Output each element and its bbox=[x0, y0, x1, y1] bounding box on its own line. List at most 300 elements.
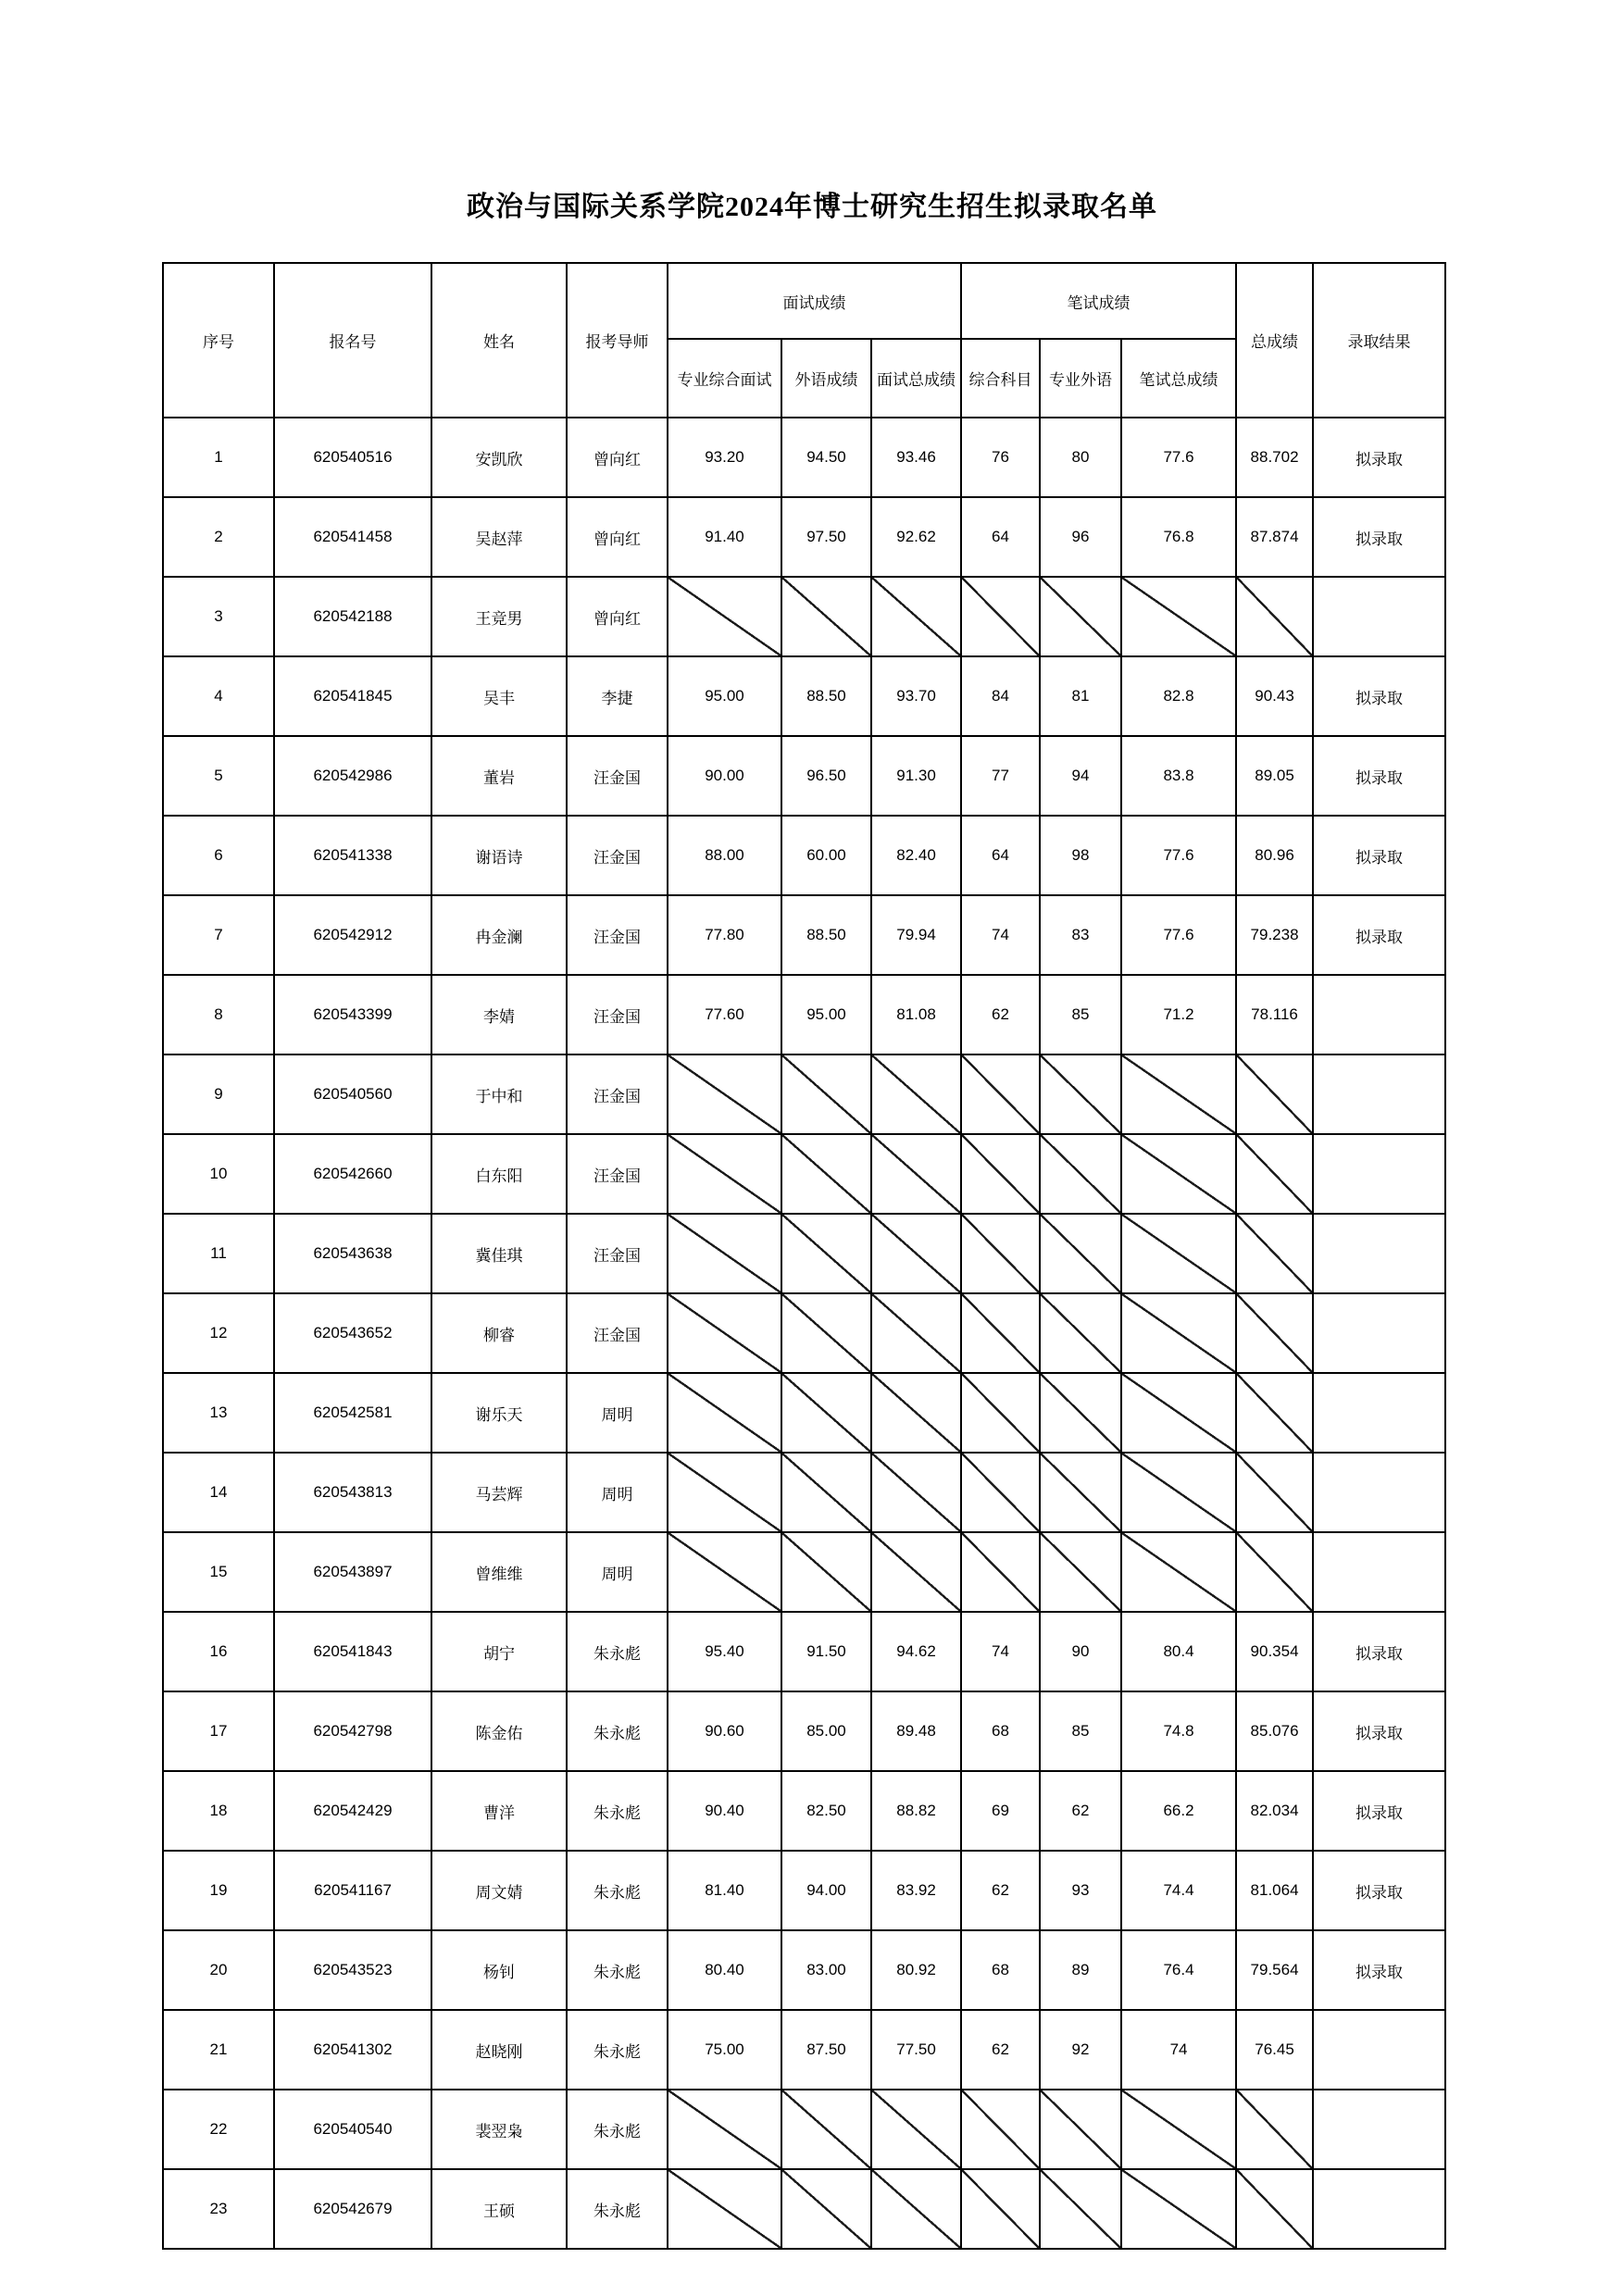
cell-interview-lang bbox=[781, 1134, 871, 1214]
cell-written-comp bbox=[961, 1373, 1040, 1453]
cell-name: 胡宁 bbox=[431, 1612, 567, 1691]
cell-result: 拟录取 bbox=[1313, 497, 1445, 577]
cell-no: 22 bbox=[163, 2090, 274, 2169]
cell-written-comp bbox=[961, 1134, 1040, 1214]
table-row bbox=[163, 497, 1445, 577]
cell-advisor: 曾向红 bbox=[567, 418, 668, 497]
cell-written-comp bbox=[961, 577, 1040, 656]
cell-name: 柳睿 bbox=[431, 1293, 567, 1373]
header-total: 总成绩 bbox=[1236, 263, 1313, 418]
cell-total bbox=[1236, 2169, 1313, 2249]
cell-total: 90.354 bbox=[1236, 1612, 1313, 1691]
cell-app-id: 620542679 bbox=[274, 2169, 431, 2249]
cell-written-lang bbox=[1040, 1293, 1121, 1373]
cell-interview-lang: 91.50 bbox=[781, 1612, 871, 1691]
cell-app-id: 620543523 bbox=[274, 1930, 431, 2010]
cell-written-total bbox=[1121, 1373, 1236, 1453]
cell-interview-total: 94.62 bbox=[871, 1612, 961, 1691]
header-written-total: 笔试总成绩 bbox=[1121, 339, 1236, 418]
cell-name: 吴赵萍 bbox=[431, 497, 567, 577]
cell-interview-lang: 85.00 bbox=[781, 1691, 871, 1771]
page-title: 政治与国际关系学院2024年博士研究生招生拟录取名单 bbox=[467, 192, 1157, 222]
cell-written-lang: 80 bbox=[1040, 418, 1121, 497]
table-row bbox=[163, 2169, 1445, 2249]
cell-interview-total: 80.92 bbox=[871, 1930, 961, 2010]
cell-written-comp: 68 bbox=[961, 1691, 1040, 1771]
cell-written-total bbox=[1121, 1054, 1236, 1134]
cell-written-comp: 76 bbox=[961, 418, 1040, 497]
cell-result: 拟录取 bbox=[1313, 1691, 1445, 1771]
cell-interview-lang: 97.50 bbox=[781, 497, 871, 577]
cell-no: 8 bbox=[163, 975, 274, 1054]
cell-interview-prof bbox=[668, 2169, 781, 2249]
header-interview-lang: 外语成绩 bbox=[781, 339, 871, 418]
cell-total bbox=[1236, 1373, 1313, 1453]
cell-interview-total: 89.48 bbox=[871, 1691, 961, 1771]
cell-interview-total bbox=[871, 1214, 961, 1293]
cell-no: 3 bbox=[163, 577, 274, 656]
cell-total: 79.564 bbox=[1236, 1930, 1313, 2010]
cell-no: 20 bbox=[163, 1930, 274, 2010]
cell-interview-total bbox=[871, 1532, 961, 1612]
cell-app-id: 620540540 bbox=[274, 2090, 431, 2169]
header-interview-prof: 专业综合面试 bbox=[668, 339, 781, 418]
cell-app-id: 620541302 bbox=[274, 2010, 431, 2090]
cell-name: 冀佳琪 bbox=[431, 1214, 567, 1293]
cell-name: 李婧 bbox=[431, 975, 567, 1054]
cell-interview-lang bbox=[781, 1373, 871, 1453]
cell-written-comp bbox=[961, 1293, 1040, 1373]
cell-written-total: 76.8 bbox=[1121, 497, 1236, 577]
cell-total bbox=[1236, 1293, 1313, 1373]
cell-written-total: 71.2 bbox=[1121, 975, 1236, 1054]
cell-total: 89.05 bbox=[1236, 736, 1313, 816]
cell-interview-prof bbox=[668, 2090, 781, 2169]
cell-written-total: 76.4 bbox=[1121, 1930, 1236, 2010]
cell-interview-lang bbox=[781, 1532, 871, 1612]
cell-interview-total bbox=[871, 1293, 961, 1373]
cell-interview-lang: 94.50 bbox=[781, 418, 871, 497]
cell-written-total bbox=[1121, 2090, 1236, 2169]
cell-advisor: 周明 bbox=[567, 1373, 668, 1453]
cell-name: 王硕 bbox=[431, 2169, 567, 2249]
cell-written-lang: 96 bbox=[1040, 497, 1121, 577]
cell-result bbox=[1313, 2090, 1445, 2169]
cell-interview-lang bbox=[781, 1453, 871, 1532]
cell-written-total: 83.8 bbox=[1121, 736, 1236, 816]
cell-total: 80.96 bbox=[1236, 816, 1313, 895]
cell-no: 18 bbox=[163, 1771, 274, 1851]
table-row bbox=[163, 816, 1445, 895]
cell-interview-lang bbox=[781, 1293, 871, 1373]
cell-written-total bbox=[1121, 1532, 1236, 1612]
cell-interview-prof: 90.60 bbox=[668, 1691, 781, 1771]
cell-interview-total bbox=[871, 2090, 961, 2169]
cell-app-id: 620542912 bbox=[274, 895, 431, 975]
cell-no: 12 bbox=[163, 1293, 274, 1373]
cell-written-lang: 62 bbox=[1040, 1771, 1121, 1851]
cell-app-id: 620541845 bbox=[274, 656, 431, 736]
cell-interview-lang: 88.50 bbox=[781, 656, 871, 736]
cell-advisor: 朱永彪 bbox=[567, 2010, 668, 2090]
cell-name: 曹洋 bbox=[431, 1771, 567, 1851]
cell-written-comp bbox=[961, 2169, 1040, 2249]
cell-advisor: 曾向红 bbox=[567, 577, 668, 656]
cell-written-total bbox=[1121, 2169, 1236, 2249]
cell-written-lang bbox=[1040, 1214, 1121, 1293]
cell-interview-prof: 95.40 bbox=[668, 1612, 781, 1691]
cell-advisor: 周明 bbox=[567, 1532, 668, 1612]
cell-interview-total: 92.62 bbox=[871, 497, 961, 577]
cell-no: 23 bbox=[163, 2169, 274, 2249]
cell-interview-prof: 88.00 bbox=[668, 816, 781, 895]
header-written-group: 笔试成绩 bbox=[961, 263, 1236, 339]
cell-written-lang: 92 bbox=[1040, 2010, 1121, 2090]
cell-interview-total: 91.30 bbox=[871, 736, 961, 816]
admission-table bbox=[162, 262, 1446, 2250]
cell-written-comp: 77 bbox=[961, 736, 1040, 816]
cell-written-comp: 69 bbox=[961, 1771, 1040, 1851]
table-row bbox=[163, 1134, 1445, 1214]
cell-advisor: 朱永彪 bbox=[567, 2169, 668, 2249]
cell-interview-total bbox=[871, 577, 961, 656]
cell-result bbox=[1313, 2010, 1445, 2090]
cell-written-total: 77.6 bbox=[1121, 418, 1236, 497]
cell-interview-lang: 82.50 bbox=[781, 1771, 871, 1851]
cell-written-comp: 62 bbox=[961, 2010, 1040, 2090]
cell-interview-prof: 90.40 bbox=[668, 1771, 781, 1851]
cell-interview-lang: 96.50 bbox=[781, 736, 871, 816]
header-app-id: 报名号 bbox=[274, 263, 431, 418]
table-header bbox=[163, 263, 1445, 418]
cell-no: 13 bbox=[163, 1373, 274, 1453]
cell-name: 吴丰 bbox=[431, 656, 567, 736]
cell-name: 董岩 bbox=[431, 736, 567, 816]
cell-no: 7 bbox=[163, 895, 274, 975]
table-body bbox=[163, 418, 1445, 2249]
table-row bbox=[163, 2090, 1445, 2169]
cell-written-lang bbox=[1040, 1054, 1121, 1134]
cell-app-id: 620543897 bbox=[274, 1532, 431, 1612]
cell-result: 拟录取 bbox=[1313, 895, 1445, 975]
cell-interview-prof: 81.40 bbox=[668, 1851, 781, 1930]
cell-written-lang bbox=[1040, 1532, 1121, 1612]
cell-total: 81.064 bbox=[1236, 1851, 1313, 1930]
cell-written-lang bbox=[1040, 1453, 1121, 1532]
cell-app-id: 620542429 bbox=[274, 1771, 431, 1851]
cell-result bbox=[1313, 1054, 1445, 1134]
cell-written-lang bbox=[1040, 2090, 1121, 2169]
cell-name: 马芸辉 bbox=[431, 1453, 567, 1532]
cell-advisor: 汪金国 bbox=[567, 975, 668, 1054]
cell-interview-total: 88.82 bbox=[871, 1771, 961, 1851]
cell-advisor: 朱永彪 bbox=[567, 1930, 668, 2010]
cell-advisor: 汪金国 bbox=[567, 1054, 668, 1134]
cell-written-comp: 62 bbox=[961, 1851, 1040, 1930]
table-row bbox=[163, 1930, 1445, 2010]
cell-total bbox=[1236, 1214, 1313, 1293]
cell-interview-total: 79.94 bbox=[871, 895, 961, 975]
cell-app-id: 620543638 bbox=[274, 1214, 431, 1293]
cell-written-total: 77.6 bbox=[1121, 816, 1236, 895]
cell-interview-prof: 90.00 bbox=[668, 736, 781, 816]
cell-written-comp: 64 bbox=[961, 497, 1040, 577]
cell-result: 拟录取 bbox=[1313, 1771, 1445, 1851]
cell-no: 15 bbox=[163, 1532, 274, 1612]
cell-result bbox=[1313, 1453, 1445, 1532]
cell-total bbox=[1236, 1532, 1313, 1612]
cell-no: 11 bbox=[163, 1214, 274, 1293]
cell-app-id: 620543652 bbox=[274, 1293, 431, 1373]
cell-total bbox=[1236, 2090, 1313, 2169]
table-row bbox=[163, 1612, 1445, 1691]
cell-result bbox=[1313, 577, 1445, 656]
cell-interview-prof bbox=[668, 1214, 781, 1293]
cell-interview-lang bbox=[781, 2090, 871, 2169]
cell-interview-prof: 93.20 bbox=[668, 418, 781, 497]
cell-interview-lang: 87.50 bbox=[781, 2010, 871, 2090]
cell-name: 谢乐天 bbox=[431, 1373, 567, 1453]
cell-app-id: 620542581 bbox=[274, 1373, 431, 1453]
cell-total bbox=[1236, 1054, 1313, 1134]
cell-no: 16 bbox=[163, 1612, 274, 1691]
header-advisor: 报考导师 bbox=[567, 263, 668, 418]
cell-written-total bbox=[1121, 1293, 1236, 1373]
cell-name: 白东阳 bbox=[431, 1134, 567, 1214]
cell-written-comp bbox=[961, 1054, 1040, 1134]
header-name: 姓名 bbox=[431, 263, 567, 418]
cell-interview-prof bbox=[668, 1293, 781, 1373]
table-row bbox=[163, 895, 1445, 975]
cell-written-lang bbox=[1040, 1134, 1121, 1214]
cell-total bbox=[1236, 1134, 1313, 1214]
cell-written-total bbox=[1121, 1453, 1236, 1532]
cell-name: 安凯欣 bbox=[431, 418, 567, 497]
cell-name: 曾维维 bbox=[431, 1532, 567, 1612]
cell-written-comp: 68 bbox=[961, 1930, 1040, 2010]
cell-interview-lang: 94.00 bbox=[781, 1851, 871, 1930]
cell-result: 拟录取 bbox=[1313, 736, 1445, 816]
cell-written-lang bbox=[1040, 1373, 1121, 1453]
cell-advisor: 周明 bbox=[567, 1453, 668, 1532]
cell-written-lang: 98 bbox=[1040, 816, 1121, 895]
cell-name: 裴翌枭 bbox=[431, 2090, 567, 2169]
cell-total: 82.034 bbox=[1236, 1771, 1313, 1851]
cell-total: 85.076 bbox=[1236, 1691, 1313, 1771]
cell-name: 谢语诗 bbox=[431, 816, 567, 895]
cell-written-lang: 93 bbox=[1040, 1851, 1121, 1930]
cell-written-total: 74.4 bbox=[1121, 1851, 1236, 1930]
cell-written-lang: 85 bbox=[1040, 1691, 1121, 1771]
cell-app-id: 620541167 bbox=[274, 1851, 431, 1930]
cell-interview-lang bbox=[781, 577, 871, 656]
cell-result: 拟录取 bbox=[1313, 816, 1445, 895]
cell-result bbox=[1313, 1134, 1445, 1214]
cell-written-comp: 74 bbox=[961, 895, 1040, 975]
cell-interview-total bbox=[871, 1453, 961, 1532]
cell-interview-prof: 95.00 bbox=[668, 656, 781, 736]
cell-interview-prof bbox=[668, 1054, 781, 1134]
cell-interview-lang: 95.00 bbox=[781, 975, 871, 1054]
cell-app-id: 620543813 bbox=[274, 1453, 431, 1532]
cell-app-id: 620542798 bbox=[274, 1691, 431, 1771]
cell-app-id: 620540516 bbox=[274, 418, 431, 497]
cell-written-total bbox=[1121, 1134, 1236, 1214]
cell-result: 拟录取 bbox=[1313, 1612, 1445, 1691]
header-result: 录取结果 bbox=[1313, 263, 1445, 418]
cell-written-comp bbox=[961, 1453, 1040, 1532]
cell-advisor: 朱永彪 bbox=[567, 1691, 668, 1771]
table-row bbox=[163, 1054, 1445, 1134]
cell-total: 76.45 bbox=[1236, 2010, 1313, 2090]
table-row bbox=[163, 1771, 1445, 1851]
cell-advisor: 李捷 bbox=[567, 656, 668, 736]
cell-interview-total: 77.50 bbox=[871, 2010, 961, 2090]
cell-advisor: 曾向红 bbox=[567, 497, 668, 577]
cell-written-total: 77.6 bbox=[1121, 895, 1236, 975]
cell-interview-total bbox=[871, 2169, 961, 2249]
table-row bbox=[163, 736, 1445, 816]
cell-interview-lang bbox=[781, 1214, 871, 1293]
cell-no: 5 bbox=[163, 736, 274, 816]
header-written-comp: 综合科目 bbox=[961, 339, 1040, 418]
cell-name: 赵晓刚 bbox=[431, 2010, 567, 2090]
cell-result bbox=[1313, 1532, 1445, 1612]
table-row bbox=[163, 1532, 1445, 1612]
cell-result: 拟录取 bbox=[1313, 656, 1445, 736]
cell-app-id: 620543399 bbox=[274, 975, 431, 1054]
cell-interview-prof: 91.40 bbox=[668, 497, 781, 577]
cell-name: 于中和 bbox=[431, 1054, 567, 1134]
cell-written-comp: 84 bbox=[961, 656, 1040, 736]
cell-written-comp bbox=[961, 1214, 1040, 1293]
cell-advisor: 朱永彪 bbox=[567, 1612, 668, 1691]
table-row bbox=[163, 1453, 1445, 1532]
cell-written-comp: 64 bbox=[961, 816, 1040, 895]
cell-written-lang bbox=[1040, 577, 1121, 656]
cell-written-comp: 62 bbox=[961, 975, 1040, 1054]
header-no: 序号 bbox=[163, 263, 274, 418]
cell-app-id: 620542660 bbox=[274, 1134, 431, 1214]
cell-advisor: 朱永彪 bbox=[567, 2090, 668, 2169]
cell-written-lang: 89 bbox=[1040, 1930, 1121, 2010]
cell-no: 4 bbox=[163, 656, 274, 736]
cell-result bbox=[1313, 1293, 1445, 1373]
cell-interview-total: 81.08 bbox=[871, 975, 961, 1054]
cell-total bbox=[1236, 577, 1313, 656]
cell-total: 78.116 bbox=[1236, 975, 1313, 1054]
cell-interview-prof bbox=[668, 1453, 781, 1532]
cell-advisor: 朱永彪 bbox=[567, 1771, 668, 1851]
cell-no: 19 bbox=[163, 1851, 274, 1930]
cell-written-total: 82.8 bbox=[1121, 656, 1236, 736]
table-row bbox=[163, 577, 1445, 656]
cell-name: 陈金佑 bbox=[431, 1691, 567, 1771]
cell-name: 冉金澜 bbox=[431, 895, 567, 975]
cell-advisor: 汪金国 bbox=[567, 1293, 668, 1373]
cell-written-comp: 74 bbox=[961, 1612, 1040, 1691]
cell-written-comp bbox=[961, 2090, 1040, 2169]
cell-interview-lang: 60.00 bbox=[781, 816, 871, 895]
header-interview-group: 面试成绩 bbox=[668, 263, 961, 339]
cell-written-total bbox=[1121, 577, 1236, 656]
cell-written-total: 74.8 bbox=[1121, 1691, 1236, 1771]
cell-interview-prof: 80.40 bbox=[668, 1930, 781, 2010]
cell-written-total: 74 bbox=[1121, 2010, 1236, 2090]
cell-interview-total: 83.92 bbox=[871, 1851, 961, 1930]
cell-interview-total: 93.46 bbox=[871, 418, 961, 497]
table-row bbox=[163, 2010, 1445, 2090]
cell-total: 88.702 bbox=[1236, 418, 1313, 497]
cell-written-comp bbox=[961, 1532, 1040, 1612]
cell-total bbox=[1236, 1453, 1313, 1532]
cell-interview-prof: 75.00 bbox=[668, 2010, 781, 2090]
cell-total: 90.43 bbox=[1236, 656, 1313, 736]
cell-written-total bbox=[1121, 1214, 1236, 1293]
header-interview-total: 面试总成绩 bbox=[871, 339, 961, 418]
cell-app-id: 620541458 bbox=[274, 497, 431, 577]
cell-interview-prof bbox=[668, 1532, 781, 1612]
cell-advisor: 朱永彪 bbox=[567, 1851, 668, 1930]
cell-written-lang bbox=[1040, 2169, 1121, 2249]
table-row bbox=[163, 1373, 1445, 1453]
cell-interview-total: 93.70 bbox=[871, 656, 961, 736]
cell-written-total: 66.2 bbox=[1121, 1771, 1236, 1851]
cell-no: 10 bbox=[163, 1134, 274, 1214]
cell-advisor: 汪金国 bbox=[567, 1214, 668, 1293]
cell-interview-lang bbox=[781, 1054, 871, 1134]
table-row bbox=[163, 656, 1445, 736]
cell-interview-lang: 83.00 bbox=[781, 1930, 871, 2010]
cell-app-id: 620540560 bbox=[274, 1054, 431, 1134]
cell-advisor: 汪金国 bbox=[567, 736, 668, 816]
cell-written-lang: 85 bbox=[1040, 975, 1121, 1054]
cell-interview-total: 82.40 bbox=[871, 816, 961, 895]
header-written-lang: 专业外语 bbox=[1040, 339, 1121, 418]
cell-interview-prof bbox=[668, 1134, 781, 1214]
cell-interview-total bbox=[871, 1054, 961, 1134]
cell-result: 拟录取 bbox=[1313, 1930, 1445, 2010]
table-row bbox=[163, 1851, 1445, 1930]
cell-written-lang: 94 bbox=[1040, 736, 1121, 816]
table-row bbox=[163, 1691, 1445, 1771]
cell-app-id: 620541338 bbox=[274, 816, 431, 895]
cell-advisor: 汪金国 bbox=[567, 816, 668, 895]
cell-interview-prof: 77.60 bbox=[668, 975, 781, 1054]
cell-advisor: 汪金国 bbox=[567, 895, 668, 975]
cell-name: 杨钊 bbox=[431, 1930, 567, 2010]
cell-written-lang: 83 bbox=[1040, 895, 1121, 975]
cell-no: 1 bbox=[163, 418, 274, 497]
table-row bbox=[163, 975, 1445, 1054]
cell-advisor: 汪金国 bbox=[567, 1134, 668, 1214]
table-row bbox=[163, 1214, 1445, 1293]
cell-no: 9 bbox=[163, 1054, 274, 1134]
cell-name: 王竞男 bbox=[431, 577, 567, 656]
cell-written-lang: 90 bbox=[1040, 1612, 1121, 1691]
cell-result bbox=[1313, 2169, 1445, 2249]
cell-interview-prof: 77.80 bbox=[668, 895, 781, 975]
cell-app-id: 620541843 bbox=[274, 1612, 431, 1691]
cell-interview-total bbox=[871, 1134, 961, 1214]
cell-result: 拟录取 bbox=[1313, 1851, 1445, 1930]
cell-interview-total bbox=[871, 1373, 961, 1453]
cell-no: 2 bbox=[163, 497, 274, 577]
cell-no: 14 bbox=[163, 1453, 274, 1532]
cell-written-total: 80.4 bbox=[1121, 1612, 1236, 1691]
cell-interview-lang: 88.50 bbox=[781, 895, 871, 975]
table-row bbox=[163, 418, 1445, 497]
